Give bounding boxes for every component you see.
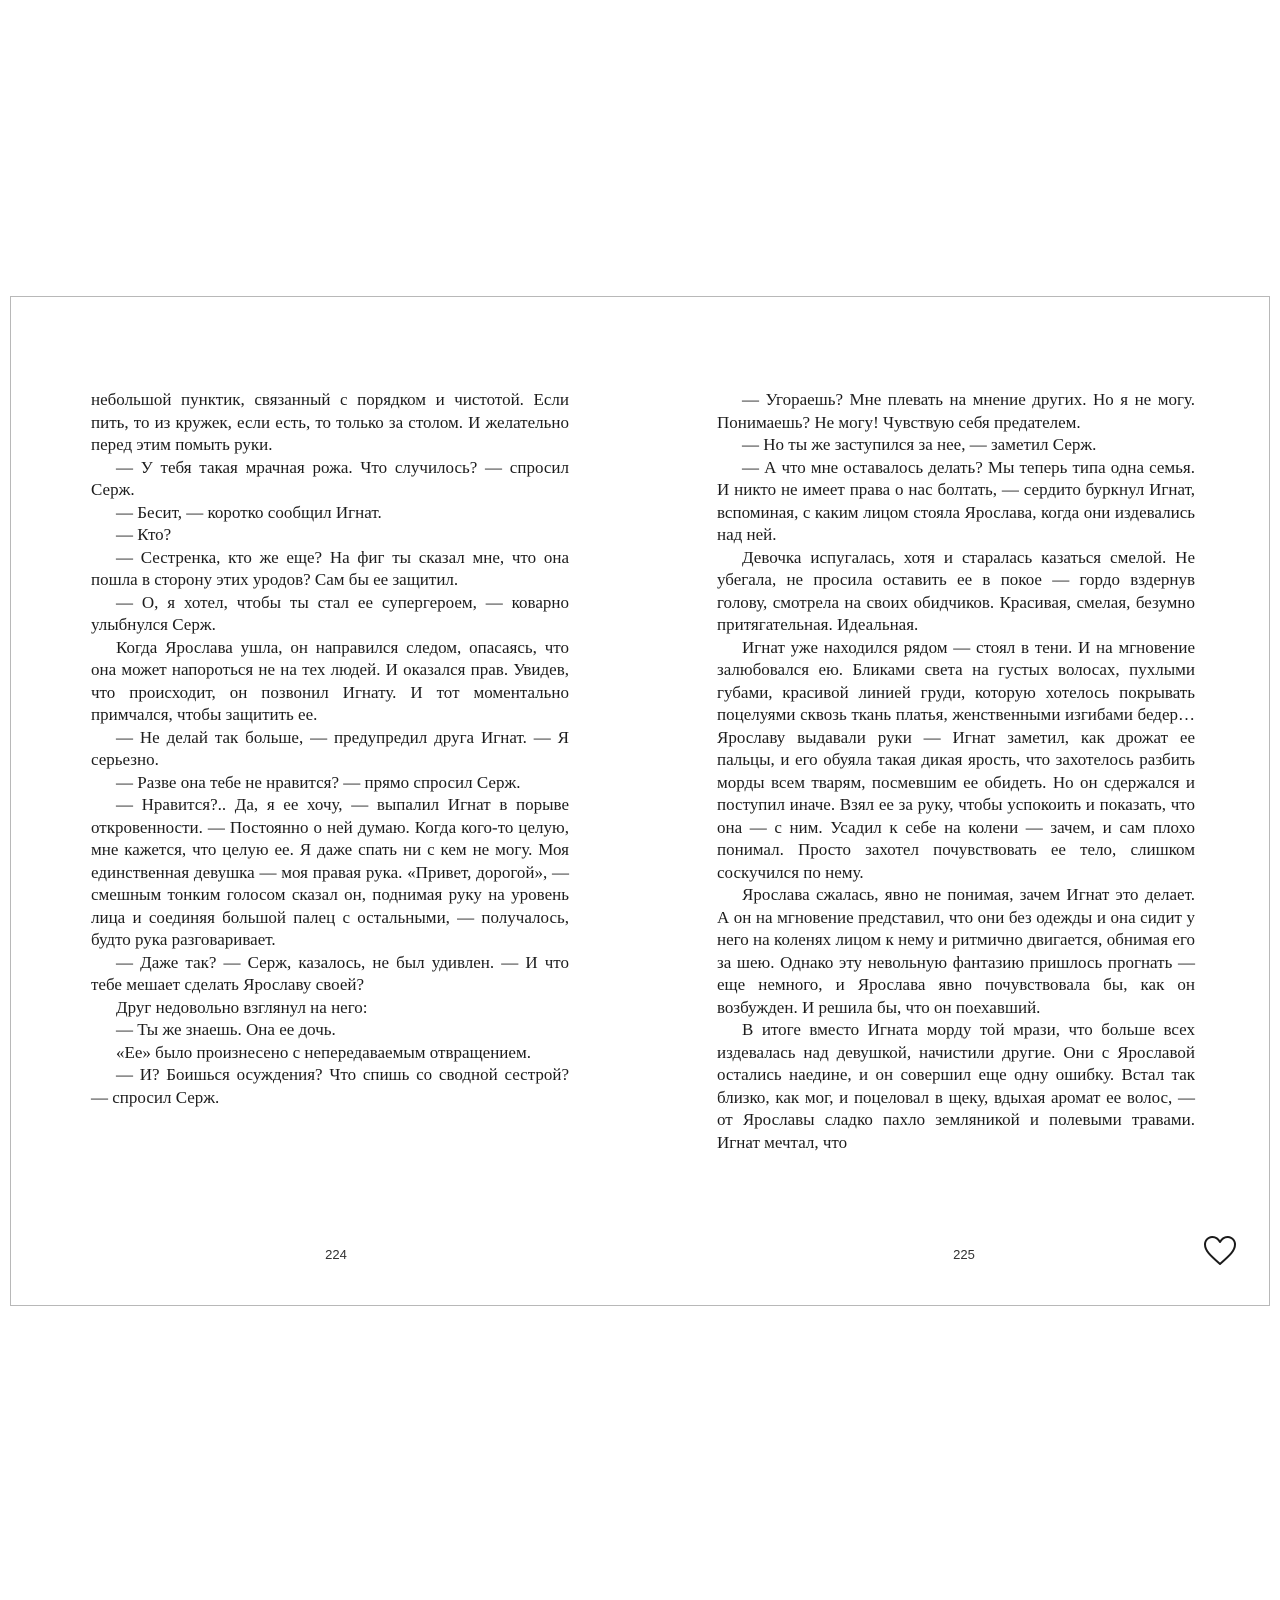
right-page-text [717, 389, 1195, 1154]
paragraph: — Ты же знаешь. Она ее дочь. [116, 1020, 336, 1039]
paragraph: — Нравится?.. Да, я ее хочу, — выпалил Игнат в порыве откровенности. — Постоянно о ней думаю. Когда кого-то целую, мне кажется, что целую ее. Я даже спать ни с кем не могу. Моя единственная девушка — моя правая рука. «Привет, дорогой», — смешным тонким голосом сказал он, поднимая руку на уровень лица и соединяя большой палец с остальными, — получалось, будто рука разговаривает. [91, 795, 569, 949]
page-number-left: 224 [325, 1247, 347, 1262]
paragraph: небольшой пунктик, связанный с порядком и чистотой. Если пить, то из кружек, если есть, то только за столом. И желательно перед этим помыть руки. [91, 390, 569, 454]
paragraph: — Не делай так больше, — предупредил друга Игнат. — Я серьезно. [91, 727, 569, 769]
paragraph: «Ее» было произнесено с непередаваемым отвращением. [116, 1042, 531, 1062]
paragraph: — У тебя такая мрачная рожа. Что случилось? — спросил Серж. [91, 457, 569, 499]
paragraph: В итоге вместо Игната морду той мрази, что больше всех издевалась над девушкой, начистили другие. Они с Ярославой остались наедине, и он совершил еще одну ошибку. Встал так близко, как мог, и поцеловал в щеку, вдыхая аромат ее волос, — от Ярославы сладко пахло земляникой и полевыми травами. Игнат мечтал, что [717, 1020, 1195, 1152]
paragraph: — Сестренка, кто же еще? На фиг ты сказал мне, что она пошла в сторону этих уродов? Сам бы ее защитил. [91, 547, 569, 589]
paragraph: Когда Ярослава ушла, он направился следом, опасаясь, что она может напороться не на тех людей. И оказался прав. Увидев, что происходит, он позвонил Игнату. И тот моментально примчался, чтобы защитить ее. [91, 637, 569, 724]
paragraph: — Даже так? — Серж, казалось, не был удивлен. — И что тебе мешает сделать Ярославу своей? [91, 952, 569, 994]
paragraph: Девочка испугалась, хотя и старалась казаться смелой. Не убегала, не просила оставить ее в покое — гордо вздернув голову, смотрела на своих обидчиков. Красивая, смелая, безумно притягательная. Идеальная. [717, 547, 1195, 634]
heart-icon [1203, 1235, 1237, 1267]
book-spread [10, 296, 1270, 1306]
paragraph: — А что мне оставалось делать? Мы теперь типа одна семья. И никто не имеет права о нас болтать, — сердито буркнул Игнат, вспоминая, с каким лицом стояла Ярослава, когда они издевались над ней. [717, 457, 1195, 544]
paragraph: — Бесит, — коротко сообщил Игнат. [116, 502, 382, 522]
paragraph: — Но ты же заступился за нее, — заметил Серж. [742, 435, 1097, 454]
page-number-right: 225 [953, 1247, 975, 1262]
left-page-text [91, 389, 569, 1109]
paragraph: — И? Боишься осуждения? Что спишь со сводной сестрой? — спросил Серж. [91, 1065, 569, 1107]
paragraph: — Угораешь? Мне плевать на мнение других. Но я не могу. Понимаешь? Не могу! Чувствую себя предателем. [717, 390, 1195, 432]
paragraph: — Разве она тебе не нравится? — прямо спросил Серж. [116, 772, 521, 792]
paragraph: Игнат уже находился рядом — стоял в тени. И на мгновение залюбовался ею. Бликами света на густых волосах, пухлыми губами, красивой линией груди, которую хотелось покрывать поцелуями сквозь ткань платья, женственными изгибами бедер… Ярославу выдавали руки — Игнат заметил, как дрожат ее пальцы, и его обуяла такая дикая ярость, что захотелось разбить морды всем тварям, посмевшим ее обидеть. Но он сдержался и поступил иначе. Взял ее за руку, чтобы успокоить и показать, что она — с ним. Усадил к себе на колени — зачем, и сам плохо понимал. Просто захотел почувствовать ее тело, слишком соскучился по нему. [717, 637, 1195, 882]
paragraph: — О, я хотел, чтобы ты стал ее супергероем, — коварно улыбнулся Серж. [91, 592, 569, 634]
paragraph: — Кто? [116, 525, 172, 544]
paragraph: Друг недовольно взглянул на него: [116, 997, 368, 1017]
paragraph: Ярослава сжалась, явно не понимая, зачем Игнат это делает. А он на мгновение представил, что они без одежды и она сидит у него на коленях лицом к нему и ритмично двигается, обнимая его за шею. Однако эту невольную фантазию пришлось прогнать — еще немного, и Ярослава явно почувствовала бы, как он возбужден. И решила бы, что он поехавший. [717, 885, 1195, 1017]
